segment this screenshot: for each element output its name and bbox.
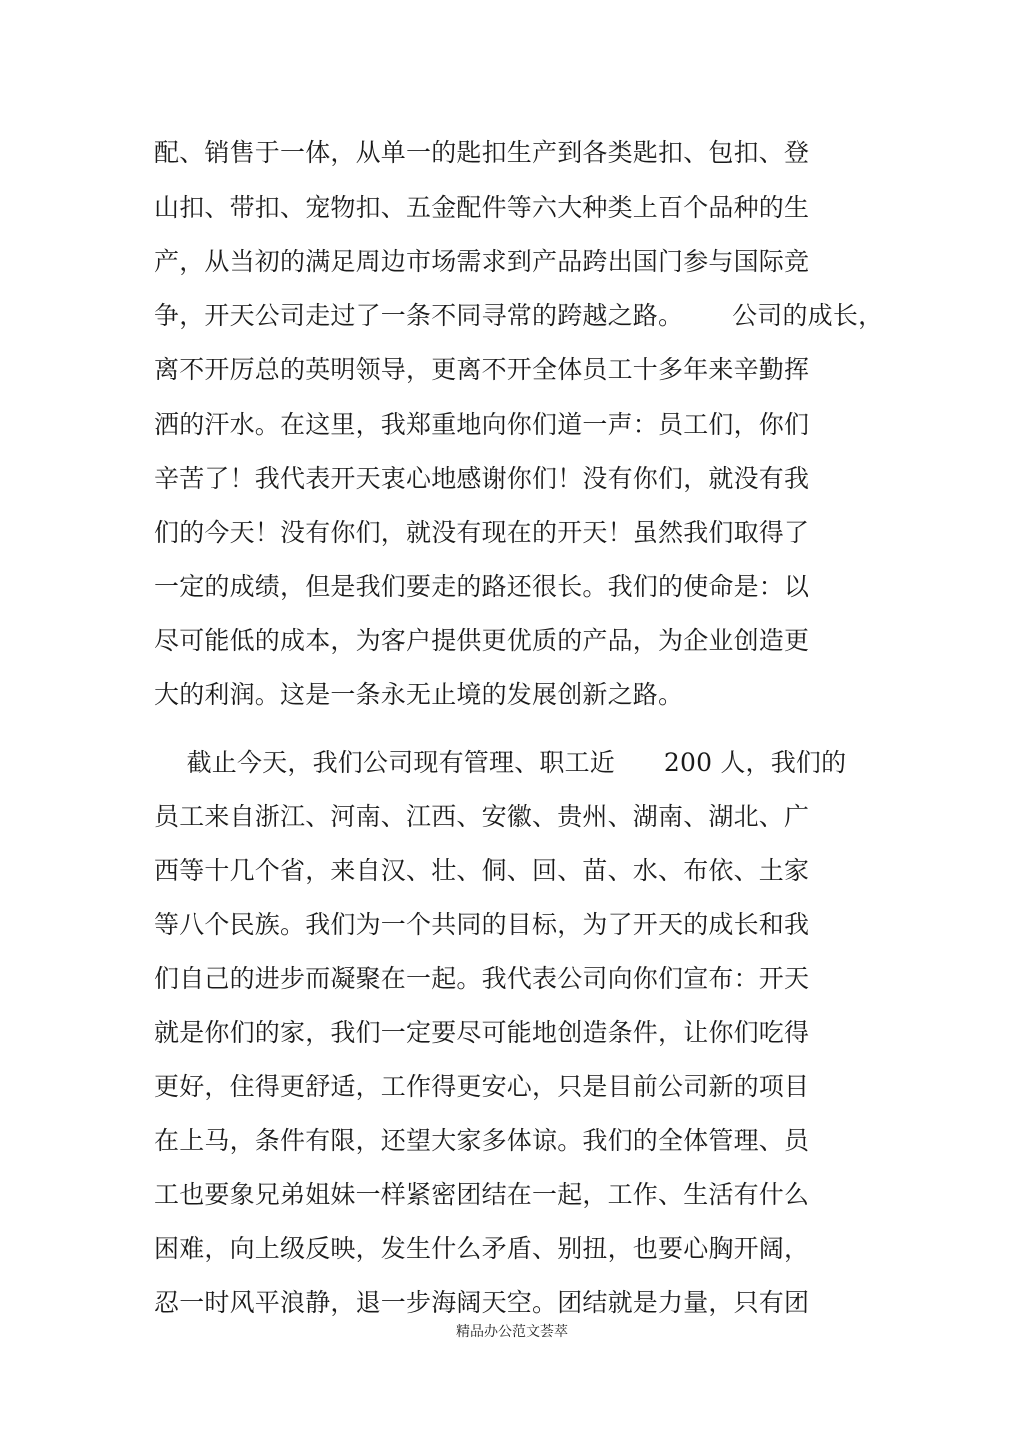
text-line: 大的利润。这是一条永无止境的发展创新之路。 [154, 680, 684, 709]
text-line: 就是你们的家，我们一定要尽可能地创造条件，让你们吃得 [154, 1018, 810, 1047]
text-line: 困难，向上级反映，发生什么矛盾、别扭，也要心胸开阔， [154, 1234, 810, 1263]
text-line: 洒的汗水。在这里，我郑重地向你们道一声：员工们，你们 [154, 410, 810, 439]
page-footer: 精品办公范文荟萃 [456, 1324, 568, 1340]
text-line: 工也要象兄弟姐妹一样紧密团结在一起，工作、生活有什么 [154, 1180, 810, 1209]
text-line: 在上马，条件有限，还望大家多体谅。我们的全体管理、员 [154, 1126, 810, 1155]
text-line: 配、销售于一体，从单一的匙扣生产到各类匙扣、包扣、登 [154, 138, 810, 167]
text-line: 产，从当初的满足周边市场需求到产品跨出国门参与国际竞 [154, 247, 810, 276]
text-line: 员工来自浙江、河南、江西、安徽、贵州、湖南、湖北、广 [154, 802, 810, 831]
text-line: 们自己的进步而凝聚在一起。我代表公司向你们宣布：开天 [154, 964, 810, 993]
text-line: 尽可能低的成本，为客户提供更优质的产品，为企业创造更 [154, 626, 810, 655]
text-line: 更好，住得更舒适，工作得更安心，只是目前公司新的项目 [154, 1072, 810, 1101]
text-line: 忍一时风平浪静，退一步海阔天空。团结就是力量，只有团 [154, 1288, 810, 1317]
text-line: 等八个民族。我们为一个共同的目标，为了开天的成长和我 [154, 910, 810, 939]
text-line: 西等十几个省，来自汉、壮、侗、回、苗、水、布依、土家 [154, 856, 810, 885]
text-line: 一定的成绩，但是我们要走的路还很长。我们的使命是：以 [154, 572, 810, 601]
paragraph-first-line: 截止今天，我们公司现有管理、职工近 200 人，我们的 [154, 748, 847, 777]
text-line: 山扣、带扣、宠物扣、五金配件等六大种类上百个品种的生 [154, 193, 810, 222]
text-line: 辛苦了！我代表开天衷心地感谢你们！没有你们，就没有我 [154, 464, 810, 493]
text-line: 争，开天公司走过了一条不同寻常的跨越之路。 公司的成长， [154, 301, 884, 330]
text-line: 们的今天！没有你们，就没有现在的开天！虽然我们取得了 [154, 518, 810, 547]
text-line: 离不开厉总的英明领导，更离不开全体员工十多年来辛勤挥 [154, 355, 810, 384]
